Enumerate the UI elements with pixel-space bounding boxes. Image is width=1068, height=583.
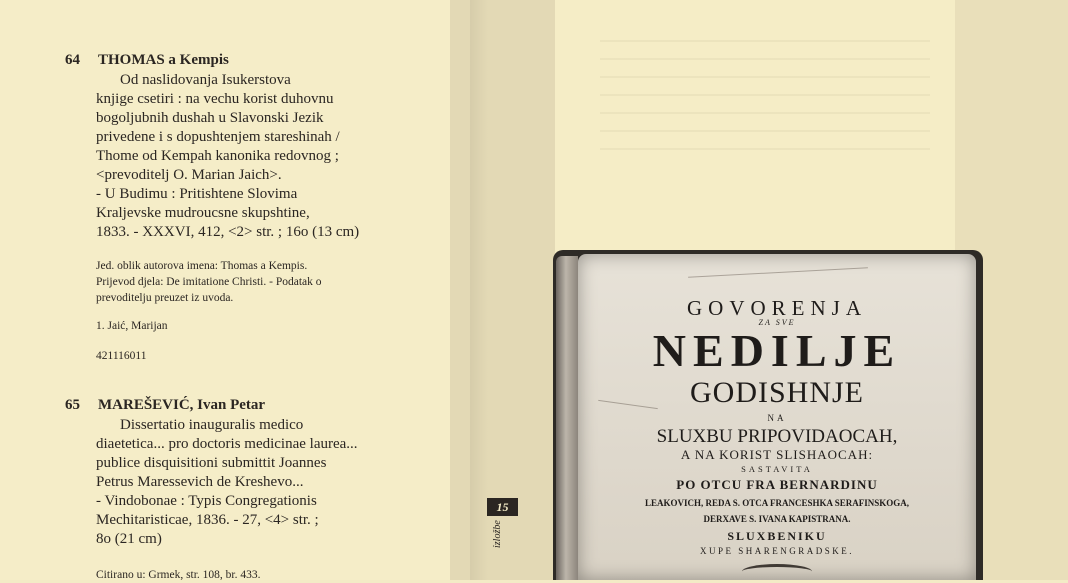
book-photo bbox=[553, 250, 983, 580]
entry-author: MAREŠEVIĆ, Ivan Petar bbox=[98, 397, 266, 413]
page-gutter bbox=[450, 0, 555, 580]
entry-description bbox=[96, 71, 359, 242]
description-line: Od naslidovanja Isukerstova bbox=[120, 72, 291, 88]
cover-parish-line: XUPE SHARENGRADSKE. bbox=[699, 546, 854, 556]
cover-sluxbeniku: SLUXBENIKU bbox=[727, 529, 827, 543]
entry-description bbox=[96, 416, 358, 549]
description-line: Thome od Kempah kanonika redovnog ; bbox=[96, 148, 339, 164]
cover-title-godishnje: GODISHNJE bbox=[690, 376, 864, 409]
cover-title-nedilje: NEDILJE bbox=[652, 325, 902, 376]
entry-author: THOMAS a Kempis bbox=[98, 52, 229, 68]
cover-order-line: LEAKOVICH, REDA S. OTCA FRANCESHKA SERAFINSKOGA, bbox=[644, 498, 910, 508]
note-line: Citirano u: Grmek, str. 108, br. 433. bbox=[96, 569, 261, 581]
description-line: Mechitaristicae, 1836. - 27, <4> str. ; bbox=[96, 512, 319, 528]
entry-notes bbox=[96, 258, 322, 306]
description-line: diaetetica... pro doctoris medicinae laurea... bbox=[96, 436, 358, 452]
description-line: <prevoditelj O. Marian Jaich>. bbox=[96, 167, 282, 183]
description-line: Kraljevske mudroucsne skupshtine, bbox=[96, 205, 310, 221]
section-side-label: izložbe bbox=[492, 520, 503, 548]
cover-korist: A NA KORIST SLISHAOCAH: bbox=[680, 447, 874, 462]
paper-crease bbox=[688, 267, 868, 277]
cover-sastavita: SASTAVITA bbox=[741, 464, 813, 474]
description-line: publice disquisitioni submittit Joannes bbox=[96, 455, 327, 471]
note-line: Jed. oblik autorova imena: Thomas a Kempis. bbox=[96, 260, 308, 272]
ornament-icon bbox=[742, 564, 812, 579]
description-line: Petrus Maressevich de Kreshevo... bbox=[96, 474, 304, 490]
description-line: - Vindobonae : Typis Congregationis bbox=[96, 493, 317, 509]
bleed-through-text bbox=[600, 40, 930, 160]
entry-notes bbox=[96, 567, 261, 583]
cover-author-line: PO OTCU FRA BERNARDINU bbox=[676, 477, 878, 492]
book-spine bbox=[556, 256, 578, 580]
gutter-shadow bbox=[470, 0, 488, 580]
cover-title-govorenja: GOVORENJA bbox=[687, 296, 867, 320]
note-line: Prijevod djela: De imitatione Christi. - Podatak o bbox=[96, 276, 322, 288]
description-line: privedene i s dopushtenjem stareshinah / bbox=[96, 129, 340, 145]
index-term: 1. Jaić, Marijan bbox=[96, 320, 168, 332]
cover-za-sve: ZA SVE bbox=[758, 318, 796, 327]
note-line: prevoditelju preuzet iz uvoda. bbox=[96, 292, 234, 304]
description-line: Dissertatio inauguralis medico bbox=[120, 417, 304, 433]
id-code: 421116011 bbox=[96, 350, 147, 362]
cover-na: NA bbox=[767, 413, 787, 423]
page-number: 15 bbox=[487, 498, 518, 516]
description-line: 1833. - XXXVI, 412, <2> str. ; 16o (13 cm) bbox=[96, 224, 360, 240]
title-page bbox=[578, 254, 976, 580]
entry-number: 64 bbox=[65, 52, 80, 68]
cover-sluxbu: SLUXBU PRIPOVIDAOCAH, bbox=[656, 426, 898, 447]
description-line: bogoljubnih dushah u Slavonski Jezik bbox=[96, 110, 324, 126]
description-line: - U Budimu : Pritishtene Slovima bbox=[96, 186, 298, 202]
entry-number: 65 bbox=[65, 397, 80, 413]
description-line: knjige csetiri : na vechu korist duhovnu bbox=[96, 91, 334, 107]
description-line: 8o (21 cm) bbox=[96, 531, 162, 547]
cover-province-line: DERXAVE S. IVANA KAPISTRANA. bbox=[703, 514, 851, 524]
